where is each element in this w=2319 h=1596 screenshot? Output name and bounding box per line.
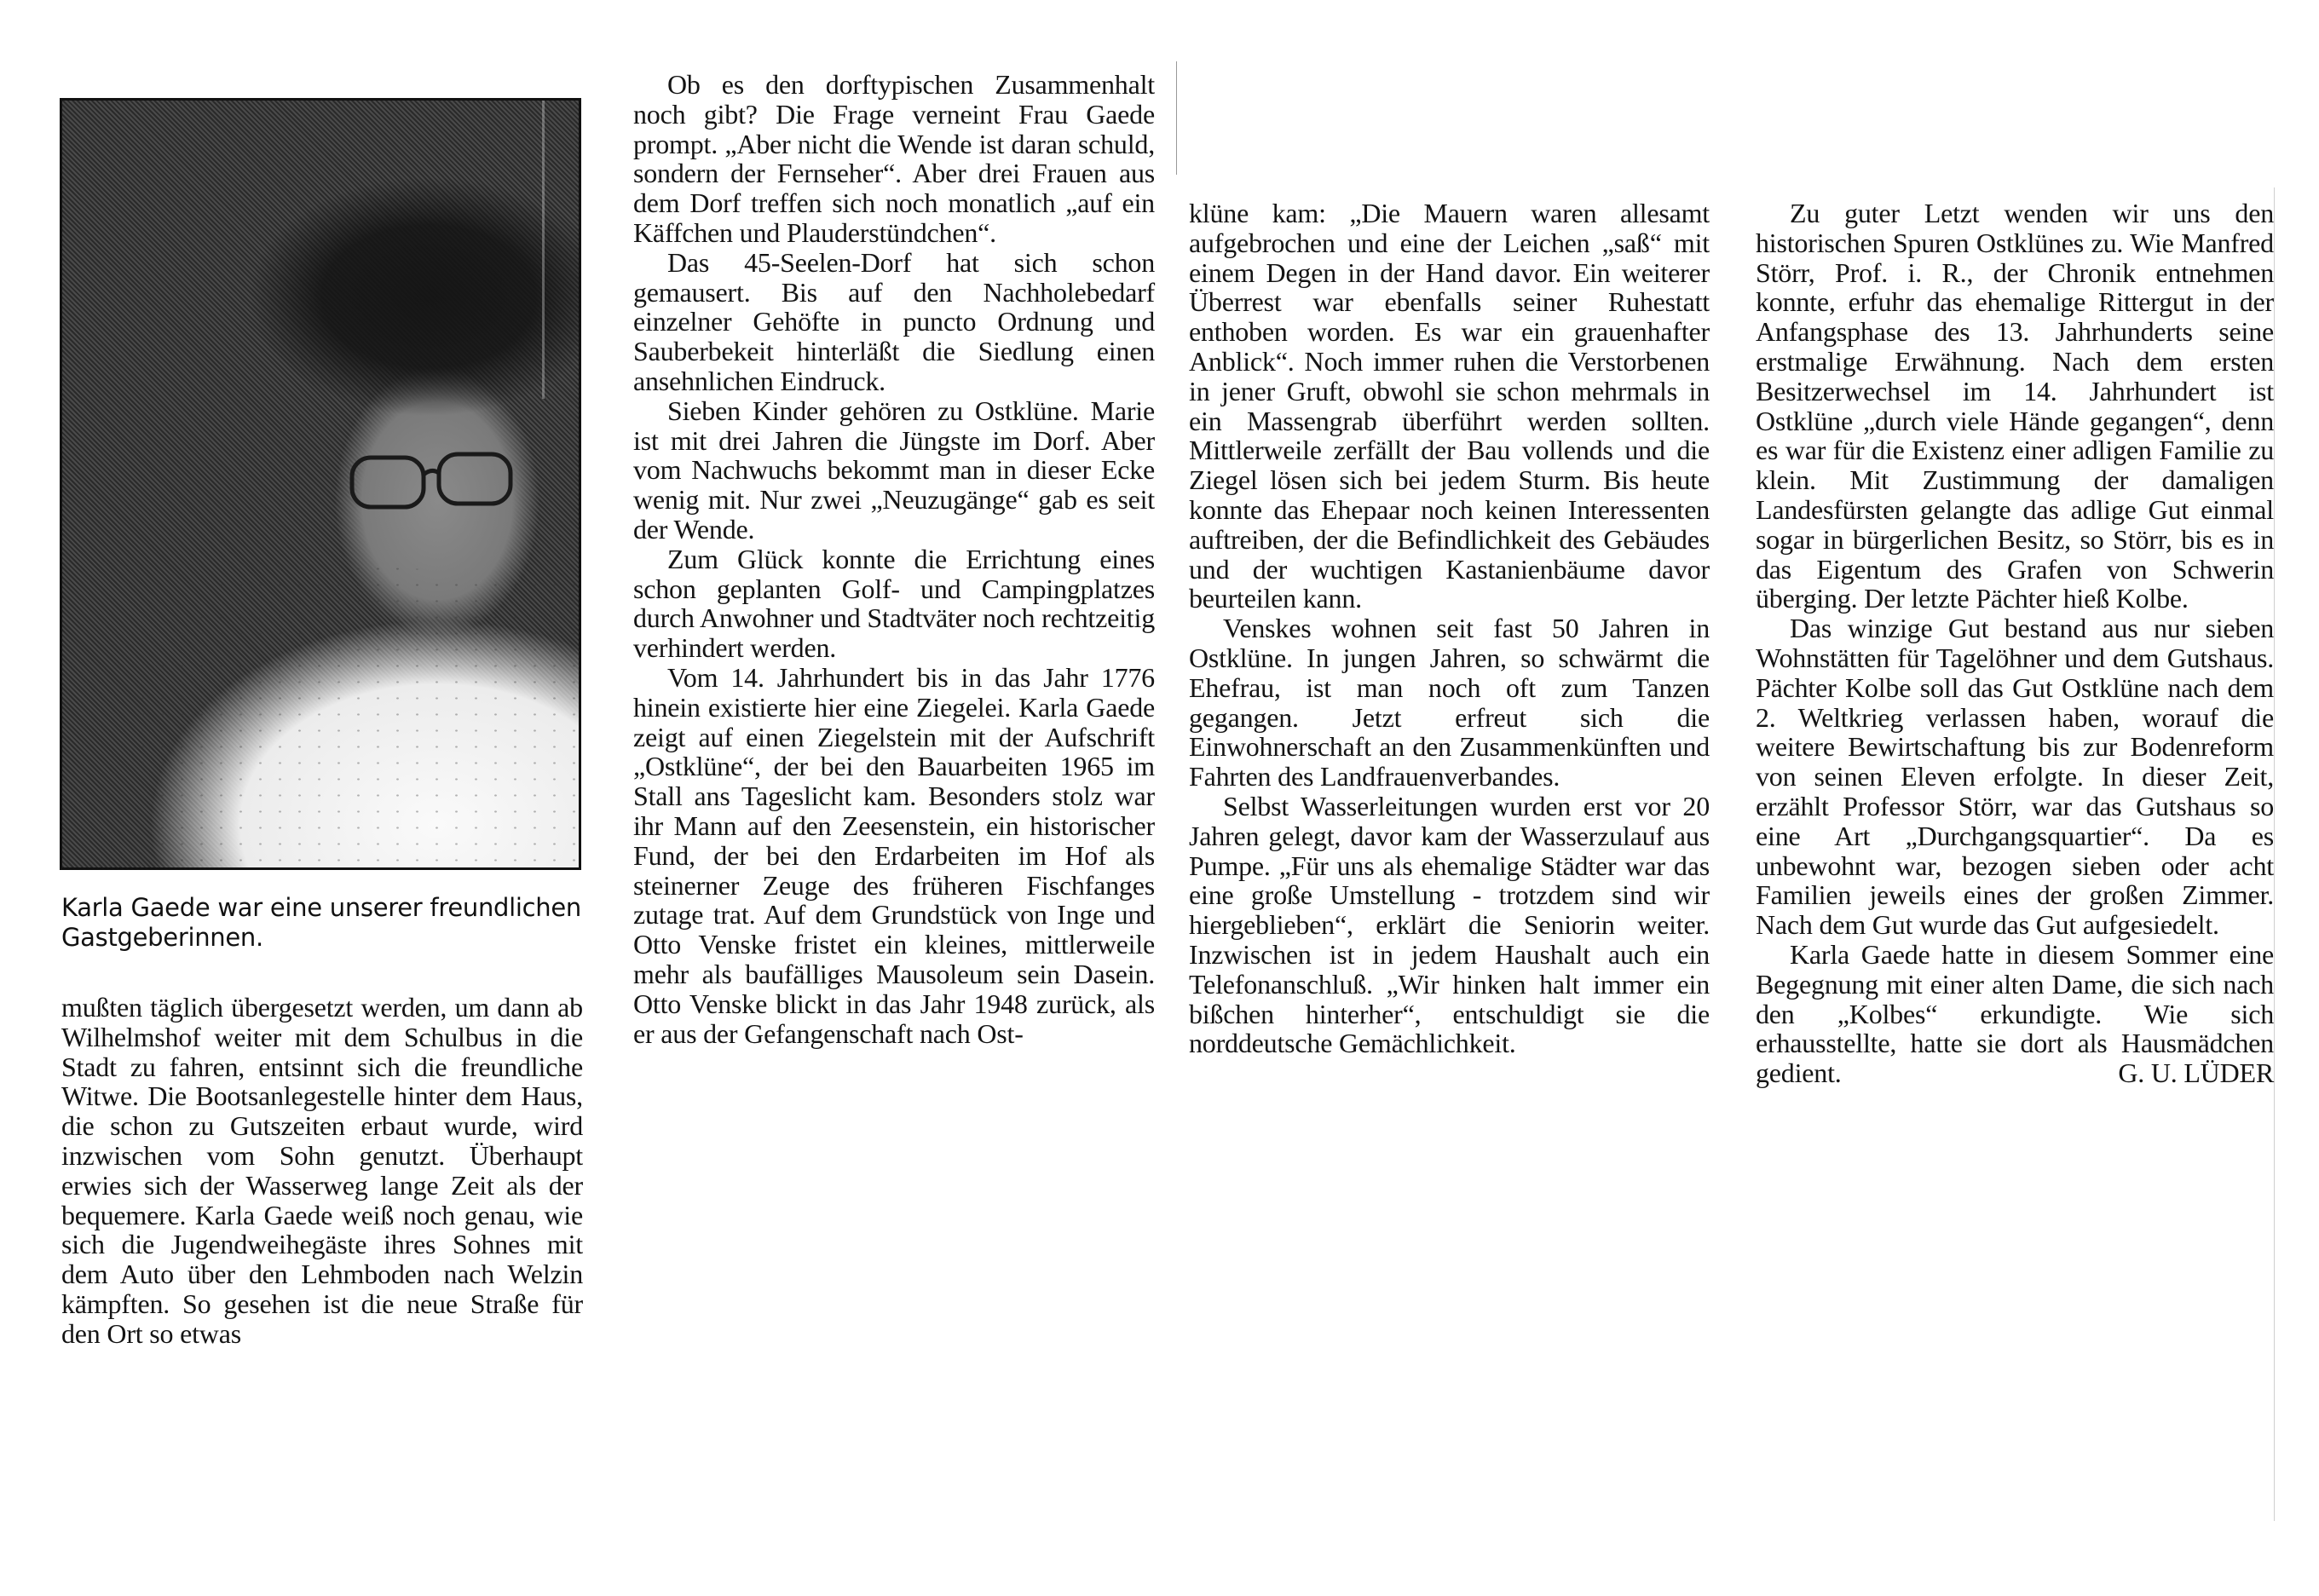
article-photo bbox=[60, 98, 581, 870]
paragraph: Ob es den dorftypischen Zusammenhalt noch gibt? Die Frage verneint Frau Gaede prompt. „Aber nicht die Wende ist daran schuld, sondern der Fernseher“. Aber drei Frauen aus dem Dorf treffen sich noch monatlich „auf ein Käffchen und Plauderstündchen“. bbox=[633, 69, 1155, 248]
photo-background-window bbox=[542, 101, 579, 399]
paragraph: Zu guter Letzt wenden wir uns den historischen Spuren Ostklünes zu. Wie Manfred Störr, Prof. i. R., der Chronik entnehmen konnte, erfuhr das ehemalige Rittergut in der Anfangsphase des 13. Jahrhunderts seine erstmalige Erwähnung. Nach dem ersten Besitzerwechsel im 14. Jahrhundert ist Ostklüne „durch viele Hände gegangen“, denn es war für die Existenz einer adligen Familie zu klein. Mit Zustimmung der damaligen Landesfürsten gelangte das adlige Gut einmal sogar in bürgerlichen Besitz, so Störr, bis es in das Eigentum des Grafen von Schwerin überging. Der letzte Pächter hieß Kolbe. bbox=[1756, 198, 2274, 614]
paragraph: Das winzige Gut bestand aus nur sieben Wohnstätten für Tagelöhner und dem Gutshaus. Pächter Kolbe soll das Gut Ostklüne nach dem 2. Weltkrieg verlassen haben, worauf die weitere Bewirtschaftung bis zur Bodenreform von seinen Eleven erfolgte. In dieser Zeit, erzählt Professor Störr, war das Gutshaus so eine Art „Durchgangsquartier“. Da es unbewohnt war, bezogen sieben oder acht Familien jeweils eines der großen Zimmer. Nach dem Gut wurde das Gut aufgesiedelt. bbox=[1756, 613, 2274, 941]
page-border-line bbox=[2274, 187, 2275, 1521]
column-rule bbox=[1176, 61, 1177, 175]
author-byline: G. U. LÜDER bbox=[2118, 1057, 2274, 1089]
glasses-shape bbox=[343, 446, 522, 514]
article-column-1 bbox=[61, 993, 583, 1349]
article-column-3 bbox=[1189, 199, 1710, 1058]
paragraph: Zum Glück konnte die Errichtung eines schon geplanten Golf- und Campingplatzes durch Anwohner und Stadtväter noch rechtzeitig verhindert werden. bbox=[633, 543, 1155, 664]
paragraph: klüne kam: „Die Mauern waren allesamt aufgebrochen und eine der Leichen „saß“ mit einem Degen in der Hand davor. Ein weiterer Überrest war ebenfalls seiner Ruhestatt enthoben worden. Es war ein grauenhafter Anblick“. Noch immer ruhen die Verstorbenen in jener Gruft, obwohl sie schon mehrmals in ein Massengrab überführt werden sollten. Mittlerweile zerfällt der Bau vollends und die Ziegel lösen sich bei jedem Sturm. Bis heute konnte das Ehepaar noch keinen Interessenten auftreiben, der die Befindlichkeit des Gebäudes und der wuchtigen Kastanienbäume davor beurteilen kann. bbox=[1189, 198, 1710, 614]
article-column-2 bbox=[633, 70, 1155, 1048]
article-column-4 bbox=[1756, 199, 2274, 1088]
paragraph: mußten täglich übergesetzt werden, um dann ab Wilhelmshof weiter mit dem Schulbus in die Stadt zu fahren, entsinnt sich die freundliche Witwe. Die Bootsanlegestelle hinter dem Haus, die schon zu Gutszeiten erbaut wurde, wird inzwischen vom Sohn genutzt. Überhaupt erwies sich der Wasserweg lange Zeit als der bequemere. Karla Gaede weiß noch genau, wie sich die Jugendweihegäste ihres Sohnes mit dem Auto über den Lehmboden nach Welzin kämpften. So gesehen ist die neue Straße für den Ort so etwas bbox=[61, 992, 583, 1349]
paragraph: Selbst Wasserleitungen wurden erst vor 20 Jahren gelegt, davor kam der Wasserzulauf aus Pumpe. „Für uns als ehemalige Städter war das eine große Umstellung - trotzdem sind wir hiergeblieben“, erklärt die Seniorin weiter. Inzwischen ist in jedem Haushalt auch ein Telefonanschluß. „Wir hinken halt immer ein bißchen hinterher“, entschuldigt sie die norddeutsche Gemächlichkeit. bbox=[1189, 790, 1710, 1059]
last-paragraph bbox=[1756, 940, 2274, 1088]
paragraph-text: Karla Gaede hatte in diesem Sommer eine Begegnung mit einer alten Dame, die sich nach den „Kolbes“ erkundigte. Wie sich erhausstellte, hatte sie dort als Hausmädchen gedient. bbox=[1756, 938, 2274, 1089]
paragraph: Das 45-Seelen-Dorf hat sich schon gemausert. Bis auf den Nachholebedarf einzelner Gehöfte in puncto Ordnung und Sauberbekeit hinterläßt die Siedlung einen ansehnlichen Eindruck. bbox=[633, 246, 1155, 396]
sweater-texture bbox=[113, 561, 581, 870]
paragraph: Venskes wohnen seit fast 50 Jahren in Ostklüne. In jungen Jahren, so schwärmt die Ehefrau, ist man noch oft zum Tanzen gegangen. Jetzt erfreut sich die Einwohnerschaft an den Zusammenkünften und Fahrten des Landfrauenverbandes. bbox=[1189, 613, 1710, 792]
paragraph: Sieben Kinder gehören zu Ostklüne. Marie ist mit drei Jahren die Jüngste im Dorf. Aber vom Nachwuchs bekommt man in dieser Ecke wenig mit. Nur zwei „Neuzugänge“ gab es seit der Wende. bbox=[633, 395, 1155, 544]
photo-caption: Karla Gaede war eine unserer freundlichen Gastgeberinnen. bbox=[61, 893, 581, 952]
paragraph: Vom 14. Jahrhundert bis in das Jahr 1776 hinein existierte hier eine Ziegelei. Karla Gaede zeigt auf einen Ziegelstein mit der Aufschrift „Ostklüne“, der bei den Bauarbeiten 1965 im Stall ans Tageslicht kam. Besonders stolz war ihr Mann auf den Zeesenstein, ein historischer Fund, der bei den Erdarbeiten im Hof als steinerner Zeuge des früheren Fischfanges zutage trat. Auf dem Grundstück von Inge und Otto Venske fristet ein kleines, mittlerweile mehr als baufälliges Mausoleum sein Dasein. Otto Venske blickt in das Jahr 1948 zurück, als er aus der Gefangenschaft nach Ost- bbox=[633, 661, 1155, 1049]
